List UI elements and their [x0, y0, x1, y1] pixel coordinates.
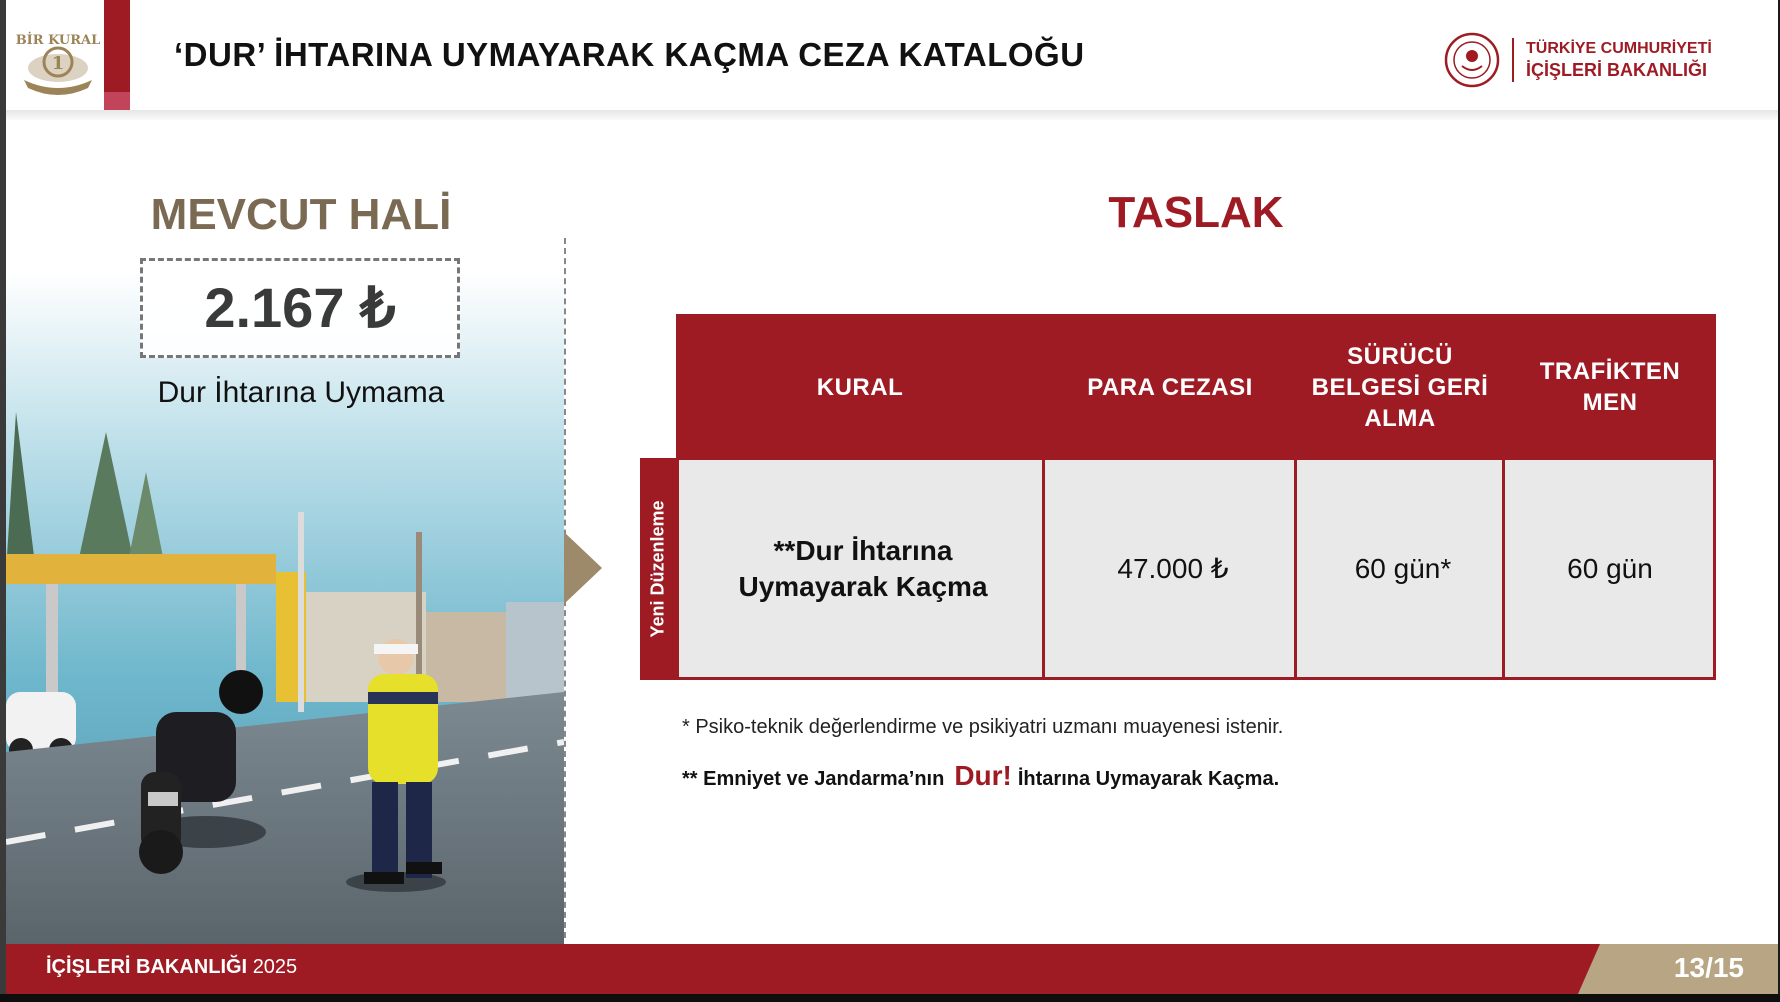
page-number: 13/15	[1673, 952, 1744, 983]
ministry-separator	[1512, 38, 1514, 82]
header-shadow	[6, 110, 1780, 120]
footnote-psychotechnical: * Psiko-teknik değerlendirme ve psikiyatri uzmanı muayenesi istenir.	[682, 716, 1284, 738]
current-fine-amount: 2.167 ₺	[204, 276, 396, 339]
new-regulation-tab	[640, 458, 676, 680]
traffic-stop-photo	[6, 272, 564, 944]
column-header-license-suspension: SÜRÜCÜ BELGESİ GERİ ALMA	[1311, 342, 1489, 432]
column-divider	[1502, 314, 1505, 680]
window-edge	[0, 994, 1780, 1002]
column-header-vehicle-ban: TRAFİKTEN MEN	[1539, 358, 1681, 416]
ministry-seal-icon	[1442, 30, 1502, 90]
draft-title: TASLAK	[1108, 188, 1284, 237]
svg-text:1: 1	[51, 53, 65, 74]
header-accent-bar	[104, 0, 130, 110]
current-status-title: MEVCUT HALİ	[150, 190, 452, 239]
current-fine-caption: Dur İhtarına Uymama	[157, 376, 445, 409]
cell-fine: 47.000 ₺	[1117, 552, 1229, 584]
footnote-dur-highlight: Dur!	[954, 760, 1012, 791]
cell-license-suspension: 60 gün*	[1354, 552, 1452, 584]
column-divider	[1294, 314, 1297, 680]
current-fine-box	[140, 258, 460, 358]
page-number-tab	[1600, 944, 1780, 994]
footer-org	[46, 956, 297, 979]
table-row	[676, 460, 1716, 680]
new-regulation-label: Yeni Düzenleme	[647, 500, 668, 638]
slide-footer	[6, 944, 1780, 994]
presentation-slide	[6, 0, 1780, 994]
ministry-name-line2: İÇİŞLERİ BAKANLIĞI	[1526, 60, 1708, 80]
bir-kural-logo	[14, 18, 102, 98]
column-header-fine: PARA CEZASI	[1087, 373, 1253, 401]
arrow-right-icon	[564, 532, 602, 604]
table-header	[676, 314, 1716, 460]
ministry-logo	[1442, 30, 1712, 90]
footnote-prefix: ** Emniyet ve Jandarma’nın	[682, 768, 945, 790]
ministry-name-line1: TÜRKİYE CUMHURİYETİ	[1526, 40, 1712, 57]
footnote-stop-warning	[682, 760, 1279, 792]
slide-header	[6, 0, 1780, 112]
footer-org-name: İÇİŞLERİ BAKANLIĞI	[46, 956, 248, 978]
footnote-suffix: İhtarına Uymayarak Kaçma.	[1017, 768, 1280, 790]
column-header-rule: KURAL	[816, 373, 904, 401]
footer-year: 2025	[252, 956, 298, 978]
page-title: ‘DUR’ İHTARINA UYMAYARAK KAÇMA CEZA KATALOĞU	[174, 36, 1085, 73]
draft-penalty-table	[676, 314, 1716, 680]
cell-rule: **Dur İhtarına Uymayarak Kaçma	[738, 534, 988, 602]
cell-vehicle-ban: 60 gün	[1567, 552, 1653, 584]
current-status-panel	[6, 122, 564, 944]
column-divider	[1042, 314, 1045, 680]
svg-text:BİR KURAL: BİR KURAL	[15, 33, 101, 48]
